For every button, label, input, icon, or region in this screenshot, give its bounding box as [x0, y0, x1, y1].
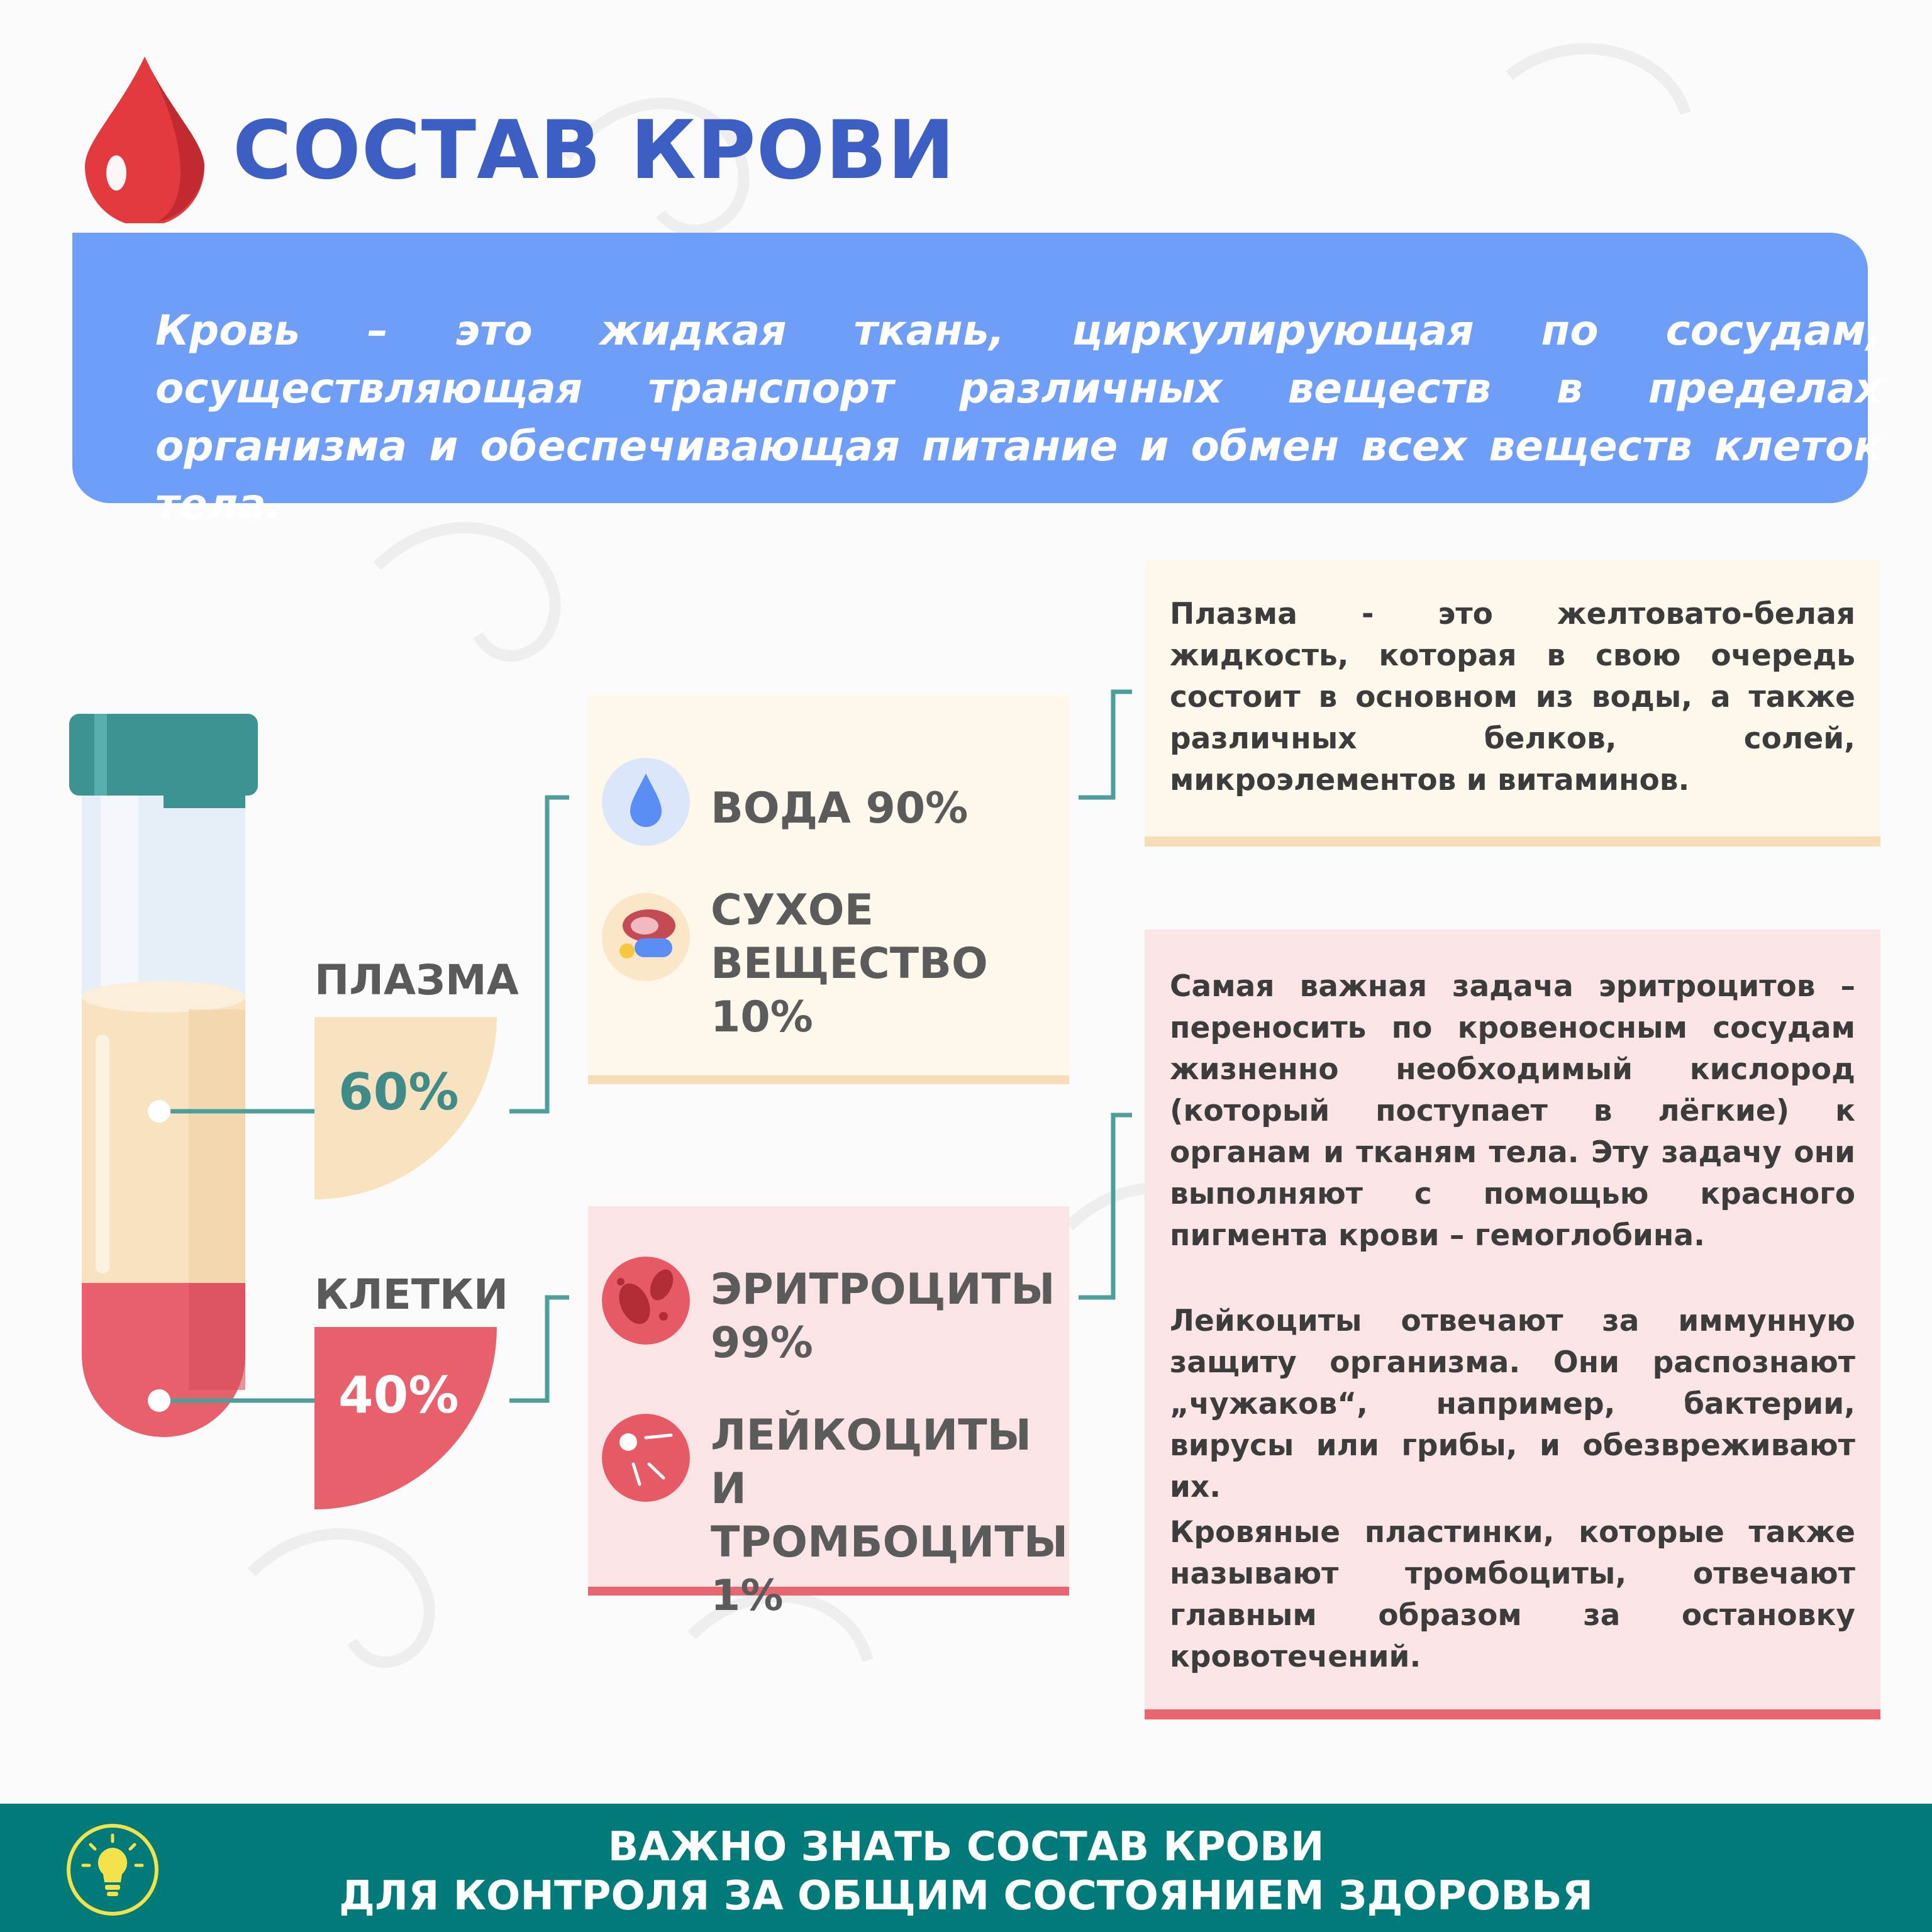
cells-percent: 40%: [338, 1366, 459, 1424]
erythrocytes-info-text: Самая важная задача эритроцитов – переносить по кровеносным сосудам жизненно необходимый кислород (который поступает в лёгкие) к органам и тканям тела. Эту задачу они выполняют с помощью красного пигмента крови – гемоглобина.: [1170, 969, 1855, 1253]
cells-info-box: [1145, 930, 1880, 1719]
footer-line-2: ДЛЯ КОНТРОЛЯ ЗА ОБЩИМ СОСТОЯНИЕМ ЗДОРОВЬЯ: [338, 1873, 1594, 1919]
leukocytes-info-text: Лейкоциты отвечают за иммунную защиту организма. Они распознают „чужаков“, например, бактерии, вирусы или грибы, и обезвреживают их.: [1170, 1304, 1855, 1504]
water-item: ВОДА 90%: [711, 784, 969, 833]
footer-banner: [0, 1804, 1932, 1932]
cells-composition-card: [588, 1206, 1069, 1621]
plasma-info-text: Плазма - это желтовато-белая жидкость, которая в свою очередь состоит в основном из воды, а также различных белков, солей, микроэлементов и витаминов.: [1170, 597, 1855, 797]
plasma-composition-card: [588, 695, 1069, 1084]
leukocytes-platelets-item: ЛЕЙКОЦИТЫ И ТРОМБОЦИТЫ 1%: [711, 1411, 1069, 1621]
page-title: СОСТАВ КРОВИ: [233, 104, 956, 197]
footer-text: [0, 1823, 1932, 1921]
red-blood-cell-icon: [602, 1257, 690, 1345]
dry-matter-icon: [602, 893, 690, 981]
cells-label: КЛЕТКИ: [314, 1270, 509, 1319]
intro-text: Кровь – это жидкая ткань, циркулирующая по сосудам, осуществляющая транспорт различных веществ в пределах организма и обеспечивающая питание и обмен всех веществ клеток тела.: [155, 306, 1882, 528]
platelets-info-text: Кровяные пластинки, которые также называют тромбоциты, отвечают главным образом за остановку кровотечений.: [1170, 1515, 1855, 1674]
footer-line-1: ВАЖНО ЗНАТЬ СОСТАВ КРОВИ: [608, 1824, 1324, 1870]
water-drop-icon: [602, 758, 690, 846]
erythrocytes-item: ЭРИТРОЦИТЫ 99%: [711, 1265, 1055, 1368]
dry-matter-item: СУХОЕ ВЕЩЕСТВО 10%: [711, 886, 988, 1042]
plasma-label: ПЛАЗМА: [314, 956, 519, 1004]
plasma-percent: 60%: [338, 1063, 459, 1121]
leukocyte-icon: [602, 1414, 690, 1502]
plasma-info-box: [1145, 560, 1880, 847]
